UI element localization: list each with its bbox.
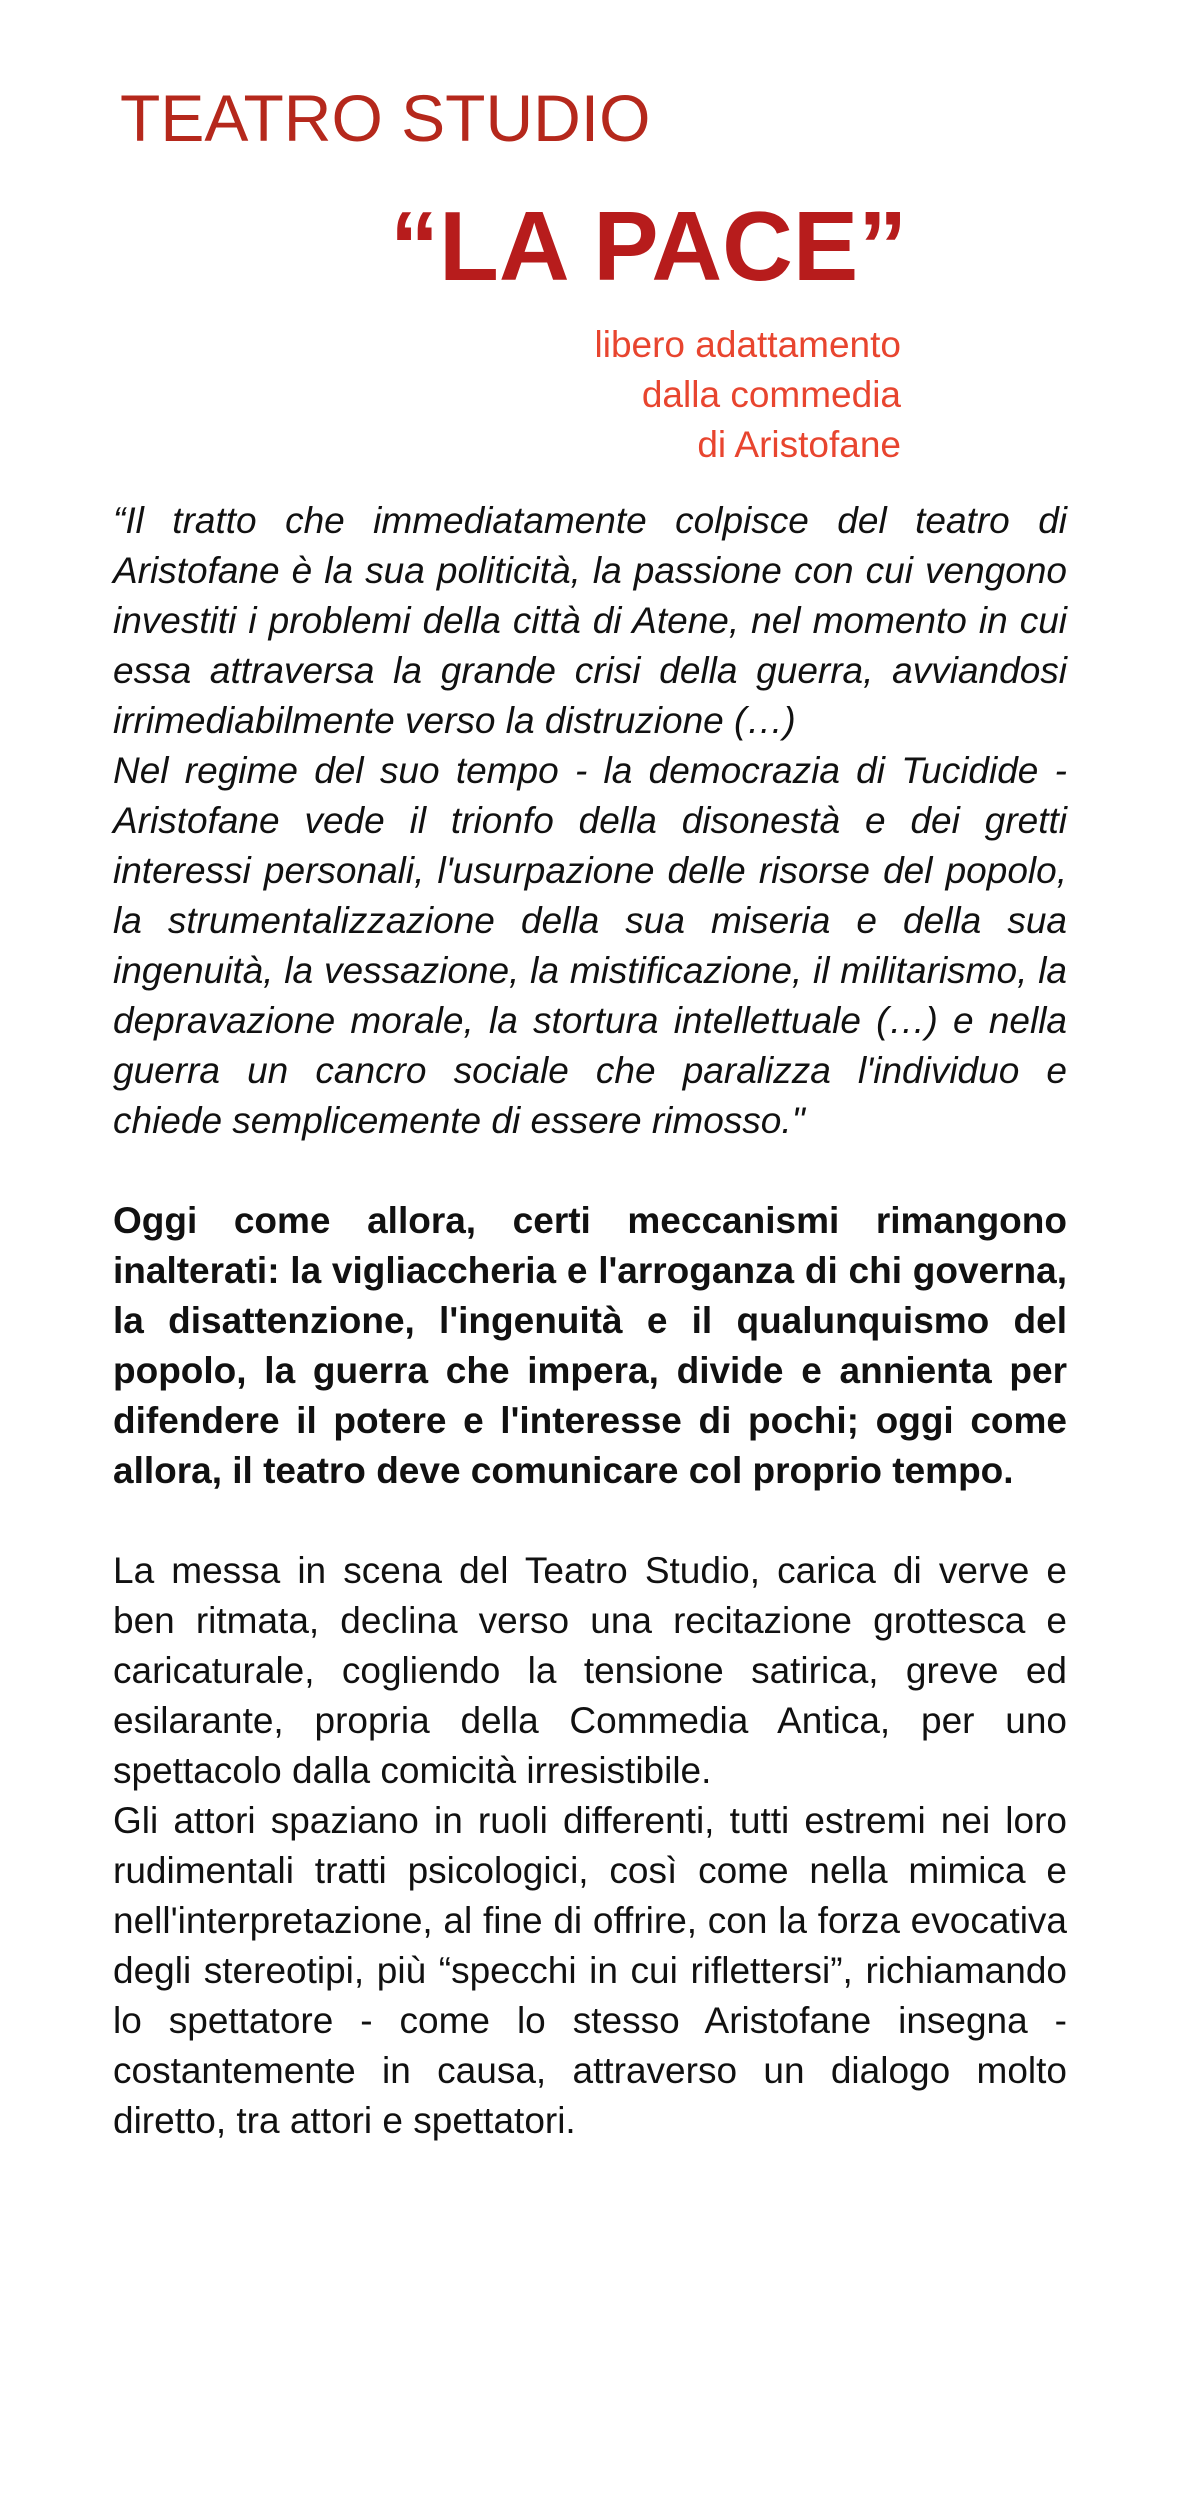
- paragraph-spacer: [113, 1146, 1067, 1196]
- body-text: [113, 496, 1067, 2146]
- subtitle-line: dalla commedia: [641, 374, 901, 415]
- description-paragraph: La messa in scena del Teatro Studio, carica di verve e ben ritmata, declina verso una recitazione grottesca e caricaturale, cogliendo la tensione satirica, greve ed esilarante, propria della Commedia Antica, per uno spettacolo dalla comicità irresistibile.: [113, 1550, 1067, 1791]
- statement-paragraph: Oggi come allora, certi meccanismi rimangono inalterati: la vigliaccheria e l'arroganza di chi governa, la disattenzione, l'ingenuità e il qualunquismo del popolo, la guerra che impera, divide e annienta per difendere il potere e l'interesse di pochi; oggi come allora, il teatro deve comunicare col proprio tempo.: [113, 1200, 1067, 1491]
- subtitle-line: di Aristofane: [697, 424, 901, 465]
- subtitle: [595, 320, 901, 470]
- quote-paragraph: Nel regime del suo tempo - la democrazia di Tucidide - Aristofane vede il trionfo della disonestà e dei gretti interessi personali, l'usurpazione delle risorse del popolo, la strumentalizzazione della sua miseria e della sua ingenuità, la vessazione, la mistificazione, il militarismo, la depravazione morale, la stortura intellettuale (…) e nella guerra un cancro sociale che paralizza l'individuo e chiede semplicemente di essere rimosso.": [113, 750, 1067, 1141]
- subtitle-line: libero adattamento: [594, 324, 901, 365]
- play-title: “LA PACE”: [390, 191, 908, 301]
- quote-paragraph: “Il tratto che immediatamente colpisce del teatro di Aristofane è la sua politicità, la passione con cui vengono investiti i problemi della città di Atene, nel momento in cui essa attraversa la grande crisi della guerra, avviandosi irrimediabilmente verso la distruzione (…): [113, 500, 1067, 741]
- organization-name: TEATRO STUDIO: [120, 81, 651, 155]
- description-paragraph: Gli attori spaziano in ruoli differenti, tutti estremi nei loro rudimentali tratti psicologici, così come nella mimica e nell'interpretazione, al fine di offrire, con la forza evocativa degli stereotipi, più “specchi in cui riflettersi”, richiamando lo spettatore - come lo stesso Aristofane insegna - costantemente in causa, attraverso un dialogo molto diretto, tra attori e spettatori.: [113, 1800, 1067, 2141]
- paragraph-spacer: [113, 1496, 1067, 1546]
